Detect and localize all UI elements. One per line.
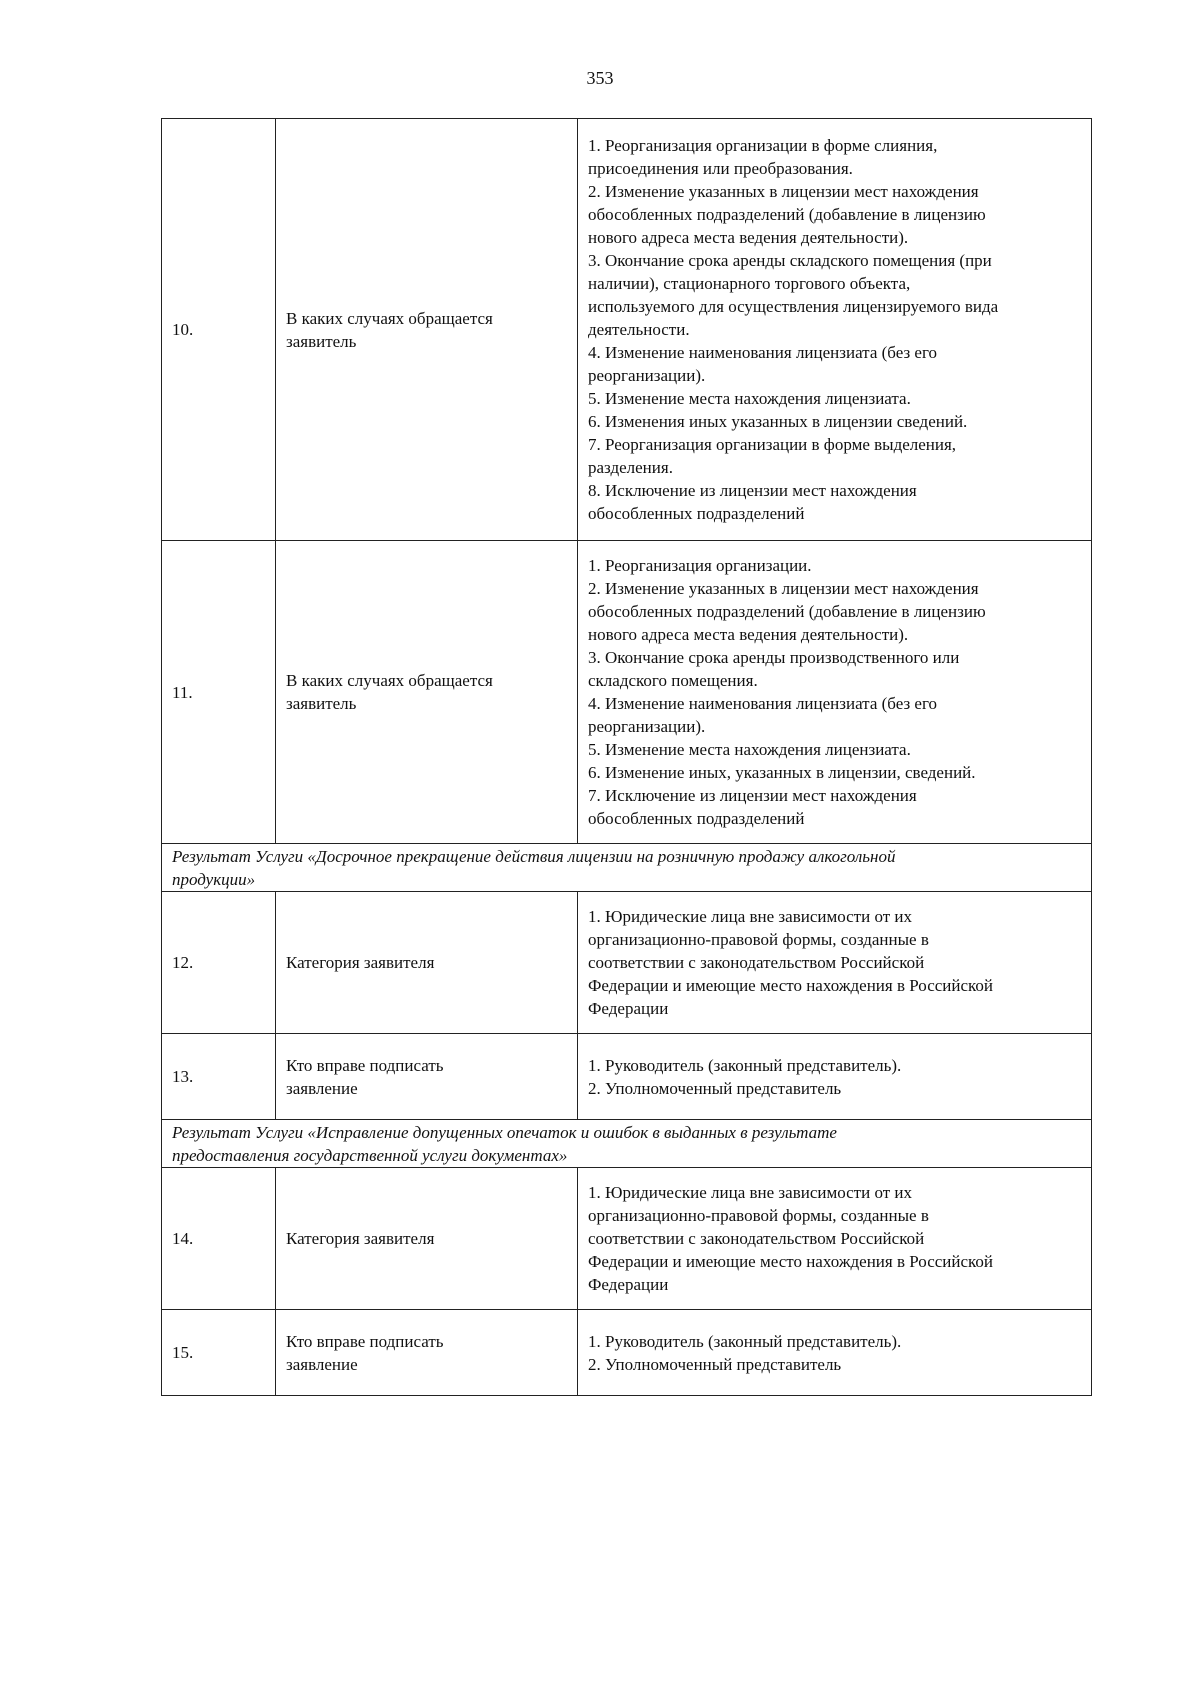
question-line: заявление <box>286 1078 358 1098</box>
table-row <box>162 119 1092 541</box>
answer-line: используемого для осуществления лицензируемого вида <box>588 297 999 316</box>
answer-line: деятельности. <box>588 320 690 339</box>
answer-line: присоединения или преобразования. <box>588 159 853 178</box>
row-number: 10. <box>162 119 276 541</box>
question-line: Категория заявителя <box>286 953 435 972</box>
row-number: 13. <box>162 1034 276 1120</box>
question-line: В каких случаях обращается <box>286 308 493 328</box>
section-header-line: предоставления государственной услуги документах» <box>172 1145 568 1165</box>
section-header-line: Результат Услуги «Исправление допущенных опечаток и ошибок в выданных в результате <box>172 1122 837 1142</box>
row-answer <box>578 1034 1092 1120</box>
question-line: В каких случаях обращается <box>286 671 493 690</box>
section-header-line: Результат Услуги «Досрочное прекращение действия лицензии на розничную продажу алкогольной <box>172 846 896 866</box>
table-row <box>162 1310 1092 1396</box>
answer-line: разделения. <box>588 458 673 477</box>
row-question <box>276 892 578 1034</box>
answer-line: нового адреса места ведения деятельности). <box>588 625 909 644</box>
section-header-row <box>162 1120 1092 1168</box>
answer-line: обособленных подразделений <box>588 504 805 523</box>
answer-line: 3. Окончание срока аренды складского помещения (при <box>588 251 992 270</box>
section-header-line: продукции» <box>172 869 256 889</box>
answer-line: 1. Руководитель (законный представитель). <box>588 1331 902 1351</box>
question-line: заявитель <box>286 331 357 351</box>
answer-line: 1. Руководитель (законный представитель). <box>588 1055 902 1075</box>
answer-line: 7. Исключение из лицензии мест нахождения <box>588 786 917 805</box>
answer-line: 5. Изменение места нахождения лицензиата. <box>588 740 911 759</box>
section-header <box>162 844 1092 892</box>
row-number: 15. <box>162 1310 276 1396</box>
answer-line: 6. Изменения иных указанных в лицензии сведений. <box>588 412 968 431</box>
row-question <box>276 541 578 844</box>
question-line: заявитель <box>286 694 357 713</box>
answer-line: 2. Изменение указанных в лицензии мест нахождения <box>588 579 979 598</box>
question-line: Кто вправе подписать <box>286 1331 444 1351</box>
answer-line: 1. Реорганизация организации. <box>588 556 812 575</box>
answer-line: 1. Реорганизация организации в форме слияния, <box>588 136 938 155</box>
answer-line: 5. Изменение места нахождения лицензиата. <box>588 389 911 408</box>
answer-line: 3. Окончание срока аренды производственного или <box>588 648 960 667</box>
answer-line: Федерации <box>588 1275 669 1294</box>
page-number: 353 <box>586 68 614 88</box>
answer-line: соответствии с законодательством Российской <box>588 953 925 972</box>
services-table <box>161 118 1092 1396</box>
row-answer <box>578 119 1092 541</box>
answer-line: Федерации и имеющие место нахождения в Российской <box>588 1252 994 1271</box>
answer-line: организационно-правовой формы, созданные в <box>588 930 929 949</box>
answer-line: организационно-правовой формы, созданные в <box>588 1206 929 1225</box>
row-answer <box>578 892 1092 1034</box>
answer-line: Федерации и имеющие место нахождения в Российской <box>588 976 994 995</box>
table-row <box>162 1034 1092 1120</box>
question-line: Кто вправе подписать <box>286 1055 444 1075</box>
question-line: заявление <box>286 1354 358 1374</box>
answer-line: 4. Изменение наименования лицензиата (без его <box>588 694 938 713</box>
question-line: Категория заявителя <box>286 1229 435 1248</box>
answer-line: обособленных подразделений <box>588 809 805 828</box>
row-answer <box>578 541 1092 844</box>
row-question <box>276 1168 578 1310</box>
table-row <box>162 892 1092 1034</box>
table-row <box>162 541 1092 844</box>
answer-line: соответствии с законодательством Российской <box>588 1229 925 1248</box>
section-header-row <box>162 844 1092 892</box>
row-answer <box>578 1310 1092 1396</box>
answer-line: 2. Уполномоченный представитель <box>588 1078 842 1098</box>
answer-line: 2. Уполномоченный представитель <box>588 1354 842 1374</box>
answer-line: реорганизации). <box>588 366 706 385</box>
answer-line: 1. Юридические лица вне зависимости от их <box>588 1183 913 1202</box>
row-number: 11. <box>162 541 276 844</box>
answer-line: наличии), стационарного торгового объекта, <box>588 274 911 293</box>
answer-line: складского помещения. <box>588 671 758 690</box>
section-header <box>162 1120 1092 1168</box>
row-number: 12. <box>162 892 276 1034</box>
answer-line: нового адреса места ведения деятельности). <box>588 228 909 247</box>
row-question <box>276 1310 578 1396</box>
table-body <box>162 119 1092 1396</box>
answer-line: Федерации <box>588 999 669 1018</box>
row-answer <box>578 1168 1092 1310</box>
answer-line: 4. Изменение наименования лицензиата (без его <box>588 343 938 362</box>
answer-line: обособленных подразделений (добавление в лицензию <box>588 602 986 621</box>
answer-line: 8. Исключение из лицензии мест нахождения <box>588 481 917 500</box>
answer-line: обособленных подразделений (добавление в лицензию <box>588 205 986 224</box>
row-question <box>276 119 578 541</box>
answer-line: 1. Юридические лица вне зависимости от их <box>588 907 913 926</box>
row-question <box>276 1034 578 1120</box>
answer-line: реорганизации). <box>588 717 706 736</box>
table-row <box>162 1168 1092 1310</box>
answer-line: 6. Изменение иных, указанных в лицензии, сведений. <box>588 763 976 782</box>
row-number: 14. <box>162 1168 276 1310</box>
answer-line: 2. Изменение указанных в лицензии мест нахождения <box>588 182 979 201</box>
answer-line: 7. Реорганизация организации в форме выделения, <box>588 435 957 454</box>
